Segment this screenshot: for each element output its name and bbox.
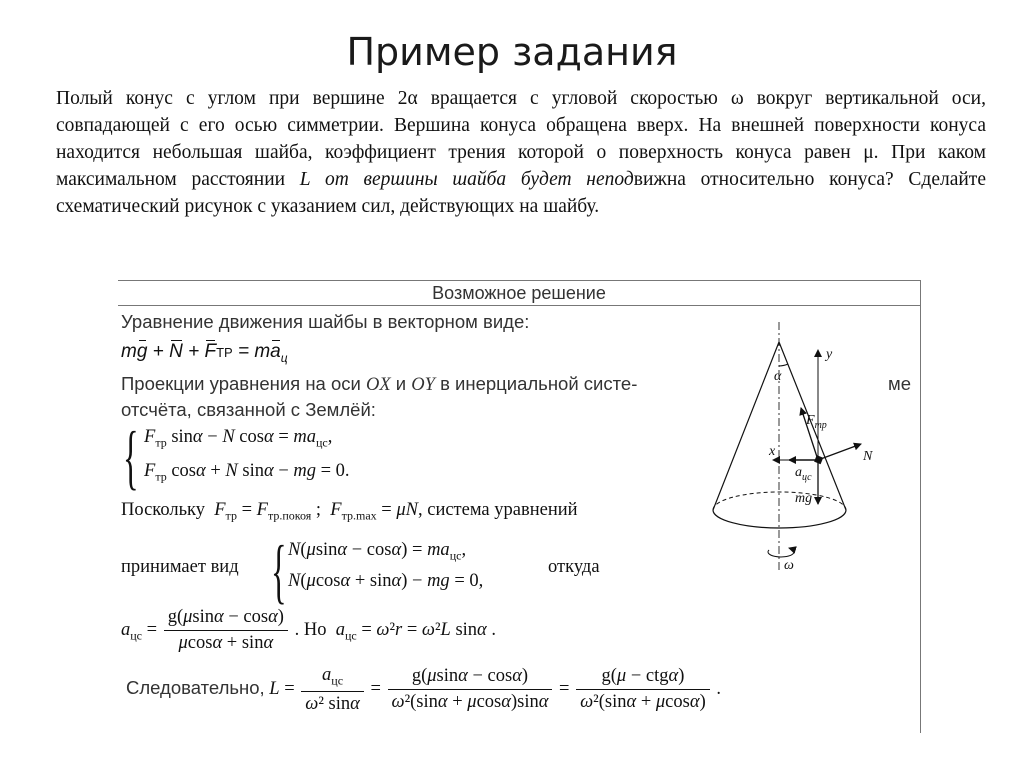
acceleration-letter: a: [795, 465, 802, 480]
slide-title: Пример задания: [346, 30, 678, 74]
problem-text-italic: L от вершины шайба будет непод: [299, 169, 634, 190]
takes-form-label: принимает вид: [121, 557, 239, 577]
problem-statement: [56, 85, 986, 220]
system1-equation-1: $F_{тр}$ sinα − N $\cos\alpha = ma_{цс}$,: [144, 427, 333, 450]
system2-equation-1: $N(\mu\sin\alpha - \cos\alpha) = ma_{цс}$,: [288, 540, 467, 563]
final-formula: Следовательно, L = $\frac{a_{цс}}{\text{ω² sinα}}$ = $\frac{g(\mu\sin\alpha - \cos\alpha)}{\text{ω²(sinα + μcosα)sinα}}$ = $\frac{\text{g(μ − ctgα)}}{\text{ω²(sinα + μcosα)}}$ .: [126, 665, 721, 714]
rotation-arrow: [768, 548, 794, 557]
solution-line-vector-intro: Уравнение движения шайбы в векторном виде:: [121, 311, 530, 332]
solution-line-earth-frame: отсчёта, связанной с Землёй:: [121, 399, 376, 420]
centripetal-acceleration-formula: $a_{цс}$ = $\frac{g(\mu\sin\alpha - \cos\alpha)}{\mu\cos\alpha + \sin\alpha}$ . Но $a_{цс} = \omega^2r = \omega^2L$ sinα .: [121, 607, 496, 653]
solution-header: Возможное решение: [118, 281, 920, 306]
cone-force-diagram: [703, 316, 883, 576]
system-brace-1: {: [123, 417, 139, 497]
friction-subscript: mp: [814, 420, 827, 431]
acceleration-label: [795, 465, 812, 483]
alpha-arc: [779, 364, 788, 366]
final-fraction-1: $\frac{a_{цс}}{\text{ω² sinα}}$: [301, 665, 364, 715]
alpha-label: α: [774, 369, 782, 384]
friction-letter: F: [806, 413, 815, 428]
vector-equation: mg + N + FТР = $ma_ц$: [121, 341, 288, 365]
problem-text-2: вижна относительно конуса? Сделайте схематический рисунок с указанием сил, действующих на шайбу.: [56, 169, 986, 217]
problem-text-1: Полый конус с углом при вершине 2α вращается с угловой скоростью ω вокруг вертикальной оси, совпадающей с его осью симметрии. Вершина конуса обращена вверх. На внешней поверхности конуса находится небольшая шайба, коэффициент трения которой о поверхность конуса равен μ. При каком максимальном расстоянии: [56, 88, 986, 190]
axis-ox-label: OX: [365, 375, 391, 395]
omega-label: ω: [784, 558, 794, 573]
hence-word: Следовательно,: [126, 677, 265, 699]
since-word: Поскольку: [121, 500, 205, 520]
axis-oy-label: OY: [411, 375, 435, 395]
projection-text-2: в инерциальной систе-: [434, 373, 638, 394]
x-axis-label: x: [769, 444, 776, 459]
final-fraction-2: $\frac{g(\mu\sin\alpha - \cos\alpha)}{\text{ω²(sinα + μcosα)sinα}}$: [388, 666, 553, 713]
but-word: . Но: [294, 619, 327, 640]
acs-fraction: $\frac{g(\mu\sin\alpha - \cos\alpha)}{\mu\cos\alpha + \sin\alpha}$: [164, 607, 288, 654]
cone-left-side: [713, 342, 779, 510]
solution-line-since: Поскольку $F_{тр} = F_{тр.покоя}$ ; $F_{тр.max} = \mu N$, система уравнений: [121, 500, 578, 523]
normal-force-arrow: [818, 444, 861, 460]
whence-label: откуда: [548, 557, 600, 577]
acceleration-subscript: цс: [802, 472, 812, 483]
projection-text-1: Проекции уравнения на оси: [121, 373, 366, 394]
system-brace-2: {: [271, 531, 287, 611]
gravity-label: mg: [795, 491, 813, 506]
y-axis-label: y: [826, 347, 833, 362]
clipped-text-fragment: ме: [888, 373, 912, 394]
final-fraction-3: $\frac{\text{g(μ − ctgα)}}{\text{ω²(sinα + μcosα)}}$: [576, 666, 710, 713]
system1-equation-2: $F_{тр}$ cosα + N sinα − mg = 0.: [144, 461, 350, 484]
normal-force-label: N: [863, 449, 873, 464]
and-word: и: [390, 373, 412, 394]
solution-line-projection: [121, 373, 637, 396]
system2-equation-2: N(μcosα + sinα) − mg = 0,: [288, 571, 484, 591]
solution-panel: [118, 280, 921, 733]
system-word: , система уравнений: [417, 500, 578, 520]
